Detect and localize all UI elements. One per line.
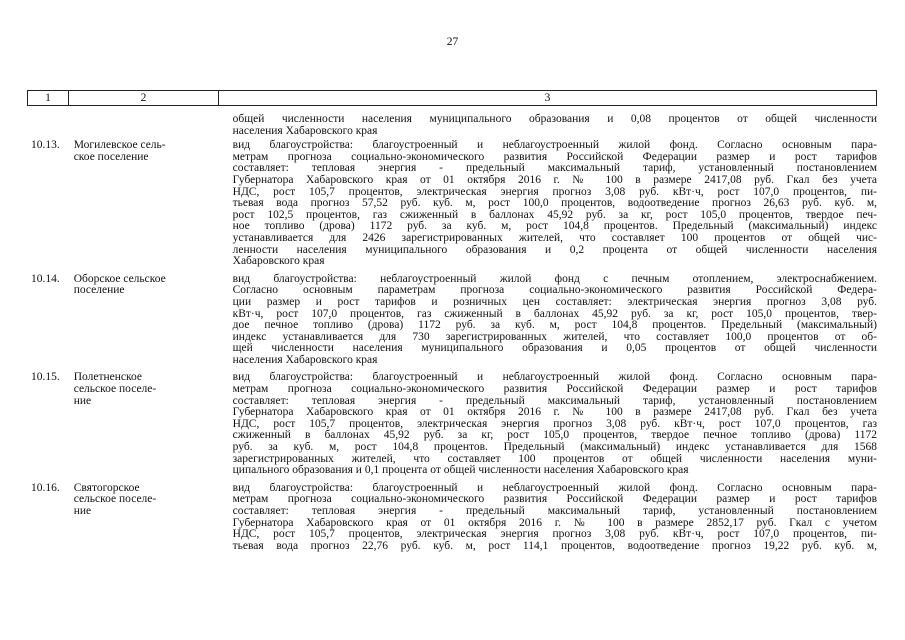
header-col-2: 2 (69, 91, 219, 105)
row-description: вид благоустройства: благоустроенный и неблагоустроенный жилой фонд. Согласно основным пара- метрам прогноза социально-экономического развития Российской Федерации размер и рост тарифов составляет: тепловая энергия - предельный максимальный тариф, установленный постановлением Губернатора Хабаровского края от 01 октября 2016 г. № 100 в размере 2417,08 руб. Гкал без учета НДС, рост 105,7 процентов, электрическая энергия прогноз 3,08 руб. кВт·ч, рост 107,0 процентов, пи- тьевая вода прогноз 57,52 руб. куб. м, рост 100,0 процентов, водоотведение прогноз 26,63 руб. куб. м, рост 102,5 процентов, газ сжиженный в баллонах 45,92 руб. за кг, рост 105,0 процентов, твердое печ- ное топливо (дрова) 1172 руб. за куб. м, рост 104,8 процентов. Предельный (максимальный) индекс устанавливается для 2426 зарегистрированных жителей, что составляет 100 процентов от общей чис- ленности населения муниципального образования и 0,2 процента от общей численности населения Хабаровского края (232, 139, 877, 268)
row-number: 10.13. (31, 139, 60, 152)
table-body (27, 114, 877, 555)
table-row (27, 274, 877, 367)
row-number: 10.16. (31, 481, 60, 494)
continuation-text: общей численности населения муниципального образования и 0,08 процентов от общей численности населения Хабаровского края (232, 113, 877, 137)
row-number: 10.15. (31, 371, 60, 384)
table-row (27, 372, 877, 476)
row-description: вид благоустройства: благоустроенный и неблагоустроенный жилой фонд. Согласно основным пара- метрам прогноза социально-экономического развития Российской Федерации размер и рост тарифов составляет: тепловая энергия - предельный максимальный тариф, установленный постановлением Губернатора Хабаровского края от 01 октября 2016 г. № 100 в размере 2417,08 руб. Гкал без учета НДС, рост 105,7 процентов, электрическая энергия прогноз 3,08 руб. кВт·ч, рост 107,0 процентов, газ сжиженный в баллонах 45,92 руб. за кг, рост 105,0 процентов, твердое печное топливо (дрова) 1172 руб. за куб. м, рост 104,8 процентов. Предельный (максимальный) индекс устанавливается для 1568 зарегистрированных жителей, что составляет 100 процентов от общей численности населения муни- ципального образования и 0,1 процента от общей численности населения Хабаровского края (232, 371, 877, 477)
row-description: вид благоустройства: неблагоустроенный жилой фонд с печным отоплением, электроснабжением. Согласно основным параметрам прогноза социально-экономического развития Российской Федера- ции размер и рост тарифов и розничных цен составляет: электрическая энергия прогноз 3,08 руб. кВт·ч, рост 107,0 процентов, газ сжиженный в баллонах 45,92 руб. за кг, рост 105,0 процентов, твер- дое печное топливо (дрова) 1172 руб. за куб. м, рост 104,8 процентов. Предельный (максимальный) индекс устанавливается для 730 зарегистрированных жителей, что составляет 100,0 процентов от об- щей численности населения муниципального образования и 0,05 процентов от общей численности населения Хабаровского края (232, 272, 877, 366)
row-description: вид благоустройства: благоустроенный и неблагоустроенный жилой фонд. Согласно основным пара- метрам прогноза социально-экономического развития Российской Федерации размер и рост тарифов составляет: тепловая энергия - предельный максимальный тариф, установленный постановлением Губернатора Хабаровского края от 01 октября 2016 г. № 100 в размере 2852,17 руб. Гкал с учетом НДС, рост 105,7 процентов, электрическая энергия прогноз 3,08 руб. кВт·ч, рост 107,0 процентов, пи- тьевая вода прогноз 22,76 руб. куб. м, рост 114,1 процентов, водоотведение прогноз 19,22 руб. куб. м, (232, 481, 877, 552)
continuation-row (27, 114, 877, 137)
page-number: 27 (446, 36, 459, 48)
table-header (27, 90, 877, 106)
settlement-name: Могилевское сель- ское поселение (73, 139, 166, 163)
header-col-1: 1 (28, 91, 69, 105)
settlement-name: Оборское сельское поселение (73, 272, 166, 297)
table-row (27, 483, 877, 553)
table-row (27, 140, 877, 268)
row-number: 10.14. (31, 272, 60, 285)
header-col-3: 3 (544, 92, 551, 104)
settlement-name: Святогорское сельское поселе- ние (73, 481, 157, 517)
settlement-name: Полетненское сельское поселе- ние (73, 371, 157, 407)
